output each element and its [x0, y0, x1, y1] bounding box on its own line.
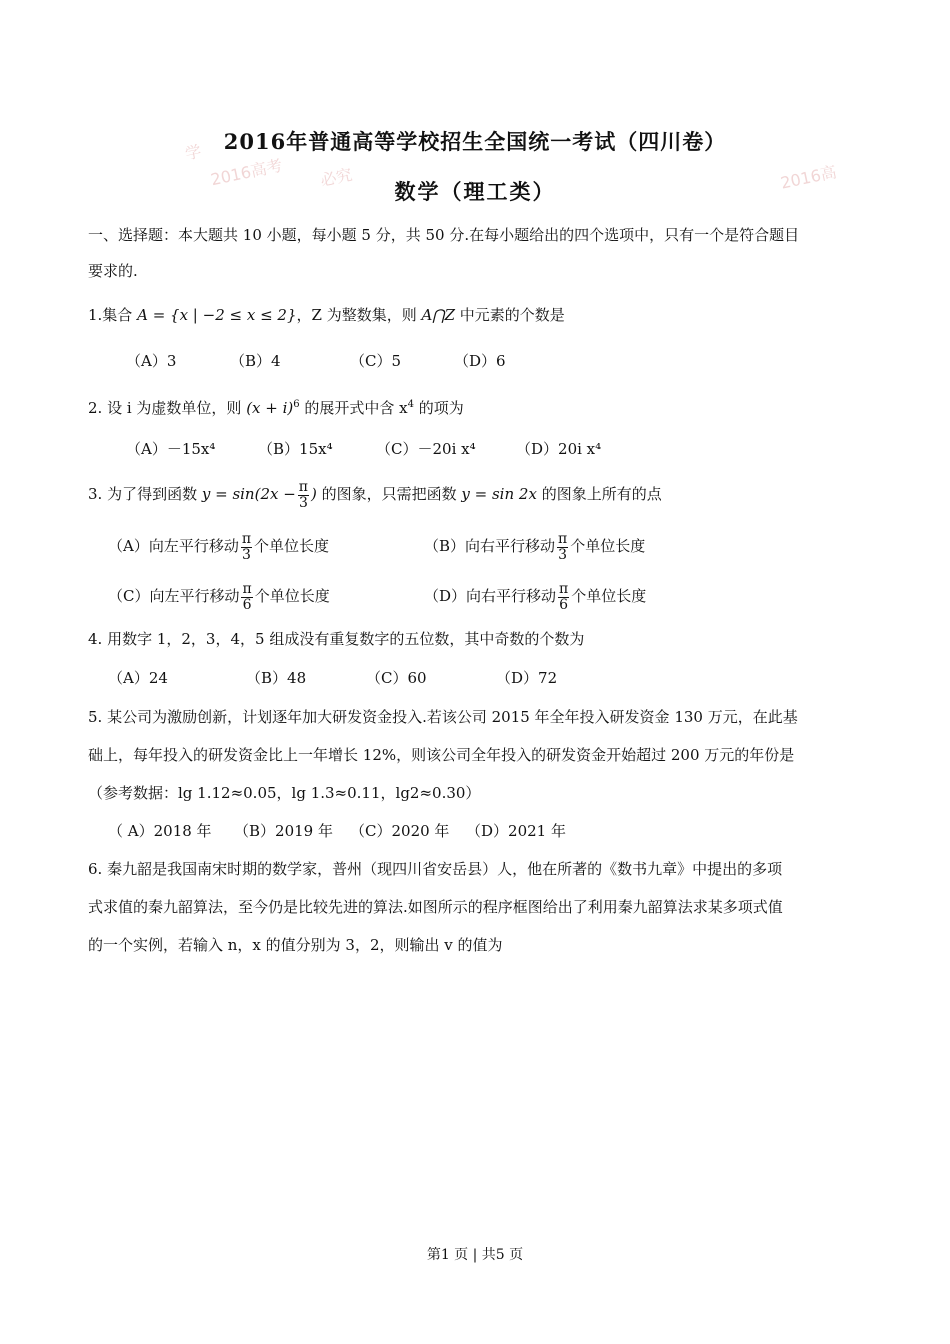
q3-frac-den: 3 — [298, 494, 308, 511]
q3-a-den: 3 — [241, 546, 251, 563]
q5-option-c: （C）2020 年 — [350, 822, 450, 840]
q4-option-c: （C）60 — [366, 669, 427, 687]
q1-pre: 1.集合 — [88, 306, 138, 324]
question-6-line: 的一个实例，若输入 n，x 的值分别为 3，2，则输出 v 的值为 — [88, 936, 503, 954]
q1-set: A = {x | −2 ≤ x ≤ 2} — [137, 306, 297, 324]
q2-option-a: （A）－15x⁴ — [126, 440, 216, 458]
q4-option-a: （A）24 — [108, 669, 168, 687]
q4-option-d: （D）72 — [496, 669, 558, 687]
q3-option-a — [108, 528, 329, 564]
question-6-line: 6. 秦九韶是我国南宋时期的数学家，普州（现四川省安岳县）人，他在所著的《数书九章》中提出的多项 — [88, 860, 783, 878]
watermark-text: 2016高 — [778, 162, 839, 193]
q3-option-c — [108, 578, 330, 614]
question-5-line: （参考数据：lg 1.12≈0.05，lg 1.3≈0.11，lg2≈0.30） — [88, 784, 481, 802]
q2-pre: 2. 设 i 为虚数单位，则 — [88, 399, 247, 417]
q3-c-post: 个单位长度 — [254, 587, 330, 605]
q2-exp: 6 — [293, 399, 300, 410]
q3-c-den: 6 — [242, 596, 252, 613]
question-6-line: 式求值的秦九韶算法，至今仍是比较先进的算法.如图所示的程序框图给出了利用秦九韶算法求某多项式值 — [88, 898, 783, 916]
q3-mid: 的图象，只需把函数 — [316, 485, 462, 503]
q1-option-c: （C）5 — [350, 352, 402, 370]
q3-a-post: 个单位长度 — [254, 537, 330, 555]
q3-option-b — [424, 528, 645, 564]
question-1 — [88, 304, 868, 326]
q2-exp2: 4 — [407, 399, 415, 410]
q5-option-b: （B）2019 年 — [234, 822, 333, 840]
q1-option-a: （A）3 — [126, 352, 177, 370]
q3-a-fraction — [241, 532, 252, 563]
watermark-text: 必究 — [318, 164, 354, 191]
q3-a-num: π — [241, 530, 252, 547]
page-footer: 第1 页 | 共5 页 — [426, 1247, 524, 1263]
q3-c-num: π — [242, 580, 252, 597]
q3-post: 的图象上所有的点 — [536, 485, 662, 503]
question-5-line: 础上，每年投入的研发资金比上一年增长 12%，则该公司全年投入的研发资金开始超过 200 万元的年份是 — [88, 746, 795, 764]
q1-expr: A⋂Z — [421, 306, 456, 324]
q3-f1-end: ) — [311, 485, 317, 503]
section-intro-line: 要求的. — [88, 262, 138, 280]
page-title: 2016年普通高等学校招生全国统一考试（四川卷） — [223, 129, 727, 154]
q1-post: 中元素的个数是 — [455, 306, 565, 324]
q5-option-a: （ A）2018 年 — [108, 822, 212, 840]
q2-option-c: （C）－20i x⁴ — [376, 440, 476, 458]
q1-option-b: （B）4 — [230, 352, 281, 370]
section-intro-line: 一、选择题：本大题共 10 小题，每小题 5 分，共 50 分.在每小题给出的四个选项中，只有一个是符合题目 — [88, 226, 800, 244]
q2-post: 的项为 — [414, 399, 464, 417]
q3-fraction — [298, 480, 309, 511]
q3-option-d — [424, 578, 646, 614]
question-5-line: 5. 某公司为激励创新，计划逐年加大研发资金投入.若该公司 2015 年全年投入研发资金 130 万元，在此基 — [88, 708, 798, 726]
q3-pre: 3. 为了得到函数 — [88, 485, 202, 503]
q3-d-post: 个单位长度 — [571, 587, 647, 605]
question-2 — [88, 394, 868, 419]
q2-option-b: （B）15x⁴ — [258, 440, 333, 458]
q1-option-d: （D）6 — [454, 352, 506, 370]
q2-option-d: （D）20i x⁴ — [516, 440, 602, 458]
q3-b-den: 3 — [558, 546, 568, 563]
q2-mid: 的展开式中含 x — [299, 399, 408, 417]
q3-d-den: 6 — [559, 596, 569, 613]
q3-f2: y = sin 2x — [461, 485, 537, 503]
q3-d-fraction — [558, 582, 569, 613]
q3-b-post: 个单位长度 — [570, 537, 646, 555]
question-4: 4. 用数字 1，2，3，4，5 组成没有重复数字的五位数，其中奇数的个数为 — [88, 630, 585, 648]
q3-frac-num: π — [298, 478, 308, 495]
page-subtitle: 数学（理工类） — [394, 179, 556, 204]
q3-b-fraction — [557, 532, 568, 563]
q3-d-num: π — [559, 580, 569, 597]
question-3 — [88, 476, 868, 512]
q3-b-pre: （B）向右平行移动 — [424, 537, 556, 555]
q3-f1: y = sin(2x − — [201, 485, 296, 503]
q5-option-d: （D）2021 年 — [466, 822, 566, 840]
q4-option-b: （B）48 — [246, 669, 307, 687]
q3-d-pre: （D）向右平行移动 — [424, 587, 557, 605]
watermark-text: 2016高考 — [209, 155, 285, 190]
q3-c-fraction — [241, 582, 252, 613]
q3-b-num: π — [558, 530, 568, 547]
q1-mid: ，Z 为整数集，则 — [296, 306, 422, 324]
q3-a-pre: （A）向左平行移动 — [108, 537, 239, 555]
q2-expr: (x + i) — [246, 399, 294, 417]
watermark-text: 学 — [183, 141, 204, 164]
q3-c-pre: （C）向左平行移动 — [108, 587, 240, 605]
